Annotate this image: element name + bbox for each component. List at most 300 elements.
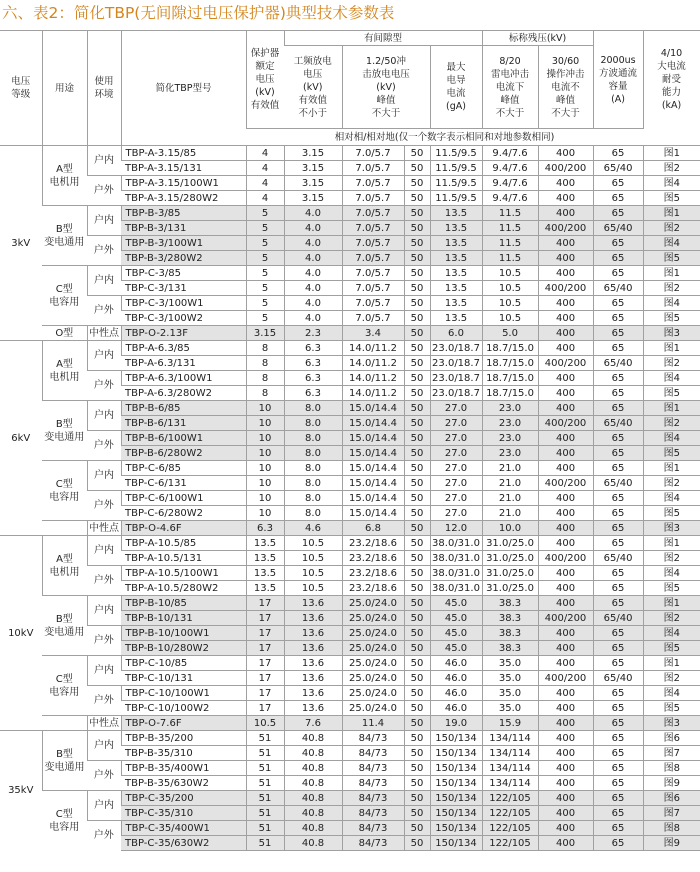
lightning-cell: 27.0: [430, 416, 482, 431]
impulse-cell: 25.0/24.0: [342, 596, 404, 611]
table-row: [0, 716, 700, 731]
rated-voltage-cell: 17: [246, 596, 284, 611]
usage-cell: C型 电容用: [42, 656, 87, 716]
switching-cell: 18.7/15.0: [482, 356, 538, 371]
square-wave-cell: 400: [538, 206, 593, 221]
max-current-cell: 50: [404, 311, 430, 326]
impulse-cell: 84/73: [342, 821, 404, 836]
impulse-cell: 7.0/5.7: [342, 266, 404, 281]
impulse-cell: 25.0/24.0: [342, 671, 404, 686]
max-current-cell: 50: [404, 446, 430, 461]
high-current-cell: 65: [593, 746, 643, 761]
impulse-cell: 7.0/5.7: [342, 281, 404, 296]
environment-cell: 户内: [87, 536, 121, 566]
figure-cell: 图2: [643, 161, 700, 176]
switching-cell: 9.4/7.6: [482, 191, 538, 206]
max-current-cell: 50: [404, 506, 430, 521]
max-current-cell: 50: [404, 476, 430, 491]
impulse-cell: 7.0/5.7: [342, 191, 404, 206]
figure-cell: 图7: [643, 746, 700, 761]
power-freq-cell: 6.3: [284, 341, 342, 356]
power-freq-cell: 40.8: [284, 746, 342, 761]
model-cell: TBP-A-10.5/131: [121, 551, 246, 566]
environment-cell: 户外: [87, 821, 121, 851]
lightning-cell: 11.5/9.5: [430, 161, 482, 176]
switching-cell: 10.5: [482, 311, 538, 326]
power-freq-cell: 3.15: [284, 176, 342, 191]
power-freq-cell: 10.5: [284, 566, 342, 581]
impulse-cell: 84/73: [342, 761, 404, 776]
lightning-cell: 46.0: [430, 656, 482, 671]
high-current-cell: 65: [593, 431, 643, 446]
max-current-cell: 50: [404, 551, 430, 566]
lightning-cell: 27.0: [430, 506, 482, 521]
high-current-cell: 65: [593, 536, 643, 551]
environment-cell: 户内: [87, 401, 121, 431]
switching-cell: 11.5: [482, 221, 538, 236]
lightning-cell: 27.0: [430, 461, 482, 476]
square-wave-cell: 400: [538, 686, 593, 701]
rated-voltage-cell: 5: [246, 251, 284, 266]
table-row: [0, 596, 700, 611]
rated-voltage-cell: 51: [246, 836, 284, 851]
lightning-cell: 23.0/18.7: [430, 356, 482, 371]
impulse-cell: 7.0/5.7: [342, 206, 404, 221]
switching-cell: 9.4/7.6: [482, 176, 538, 191]
power-freq-cell: 3.15: [284, 191, 342, 206]
max-current-cell: 50: [404, 281, 430, 296]
max-current-cell: 50: [404, 431, 430, 446]
model-cell: TBP-B-3/85: [121, 206, 246, 221]
rated-voltage-cell: 5: [246, 311, 284, 326]
rated-voltage-cell: 5: [246, 296, 284, 311]
power-freq-cell: 40.8: [284, 836, 342, 851]
lightning-cell: 38.0/31.0: [430, 581, 482, 596]
figure-cell: 图5: [643, 506, 700, 521]
figure-cell: 图1: [643, 461, 700, 476]
high-current-cell: 65: [593, 341, 643, 356]
max-current-cell: 50: [404, 326, 430, 341]
max-current-cell: 50: [404, 266, 430, 281]
lightning-cell: 13.5: [430, 236, 482, 251]
square-wave-cell: 400: [538, 626, 593, 641]
power-freq-cell: 4.0: [284, 311, 342, 326]
lightning-cell: 27.0: [430, 491, 482, 506]
rated-voltage-cell: 10: [246, 431, 284, 446]
figure-cell: 图5: [643, 311, 700, 326]
impulse-cell: 7.0/5.7: [342, 146, 404, 161]
square-wave-cell: 400/200: [538, 671, 593, 686]
max-current-cell: 50: [404, 686, 430, 701]
high-current-cell: 65: [593, 296, 643, 311]
environment-cell: 户外: [87, 431, 121, 461]
table-row: [0, 401, 700, 416]
switching-cell: 21.0: [482, 491, 538, 506]
square-wave-cell: 400: [538, 836, 593, 851]
figure-cell: 图2: [643, 416, 700, 431]
usage-cell: B型 变电通用: [42, 401, 87, 461]
square-wave-cell: 400: [538, 371, 593, 386]
figure-cell: 图1: [643, 266, 700, 281]
power-freq-cell: 4.0: [284, 251, 342, 266]
rated-voltage-cell: 4: [246, 146, 284, 161]
model-cell: TBP-C-35/310: [121, 806, 246, 821]
model-cell: TBP-A-3.15/280W2: [121, 191, 246, 206]
impulse-cell: 14.0/11.2: [342, 341, 404, 356]
power-freq-cell: 10.5: [284, 551, 342, 566]
figure-cell: 图2: [643, 671, 700, 686]
rated-voltage-cell: 8: [246, 341, 284, 356]
model-cell: TBP-A-10.5/100W1: [121, 566, 246, 581]
table-row: [0, 176, 700, 191]
high-current-cell: 65: [593, 506, 643, 521]
max-current-cell: 50: [404, 626, 430, 641]
rated-voltage-cell: 8: [246, 386, 284, 401]
power-freq-cell: 40.8: [284, 761, 342, 776]
switching-cell: 21.0: [482, 506, 538, 521]
model-cell: TBP-C-6/85: [121, 461, 246, 476]
rated-voltage-cell: 8: [246, 356, 284, 371]
lightning-cell: 46.0: [430, 671, 482, 686]
model-cell: TBP-A-6.3/280W2: [121, 386, 246, 401]
switching-cell: 21.0: [482, 461, 538, 476]
switching-cell: 35.0: [482, 656, 538, 671]
lightning-cell: 45.0: [430, 626, 482, 641]
max-current-cell: 50: [404, 341, 430, 356]
high-current-cell: 65: [593, 836, 643, 851]
header-square-wave: 2000us 方波通流 容量 (A): [593, 31, 643, 129]
impulse-cell: 15.0/14.4: [342, 506, 404, 521]
figure-cell: 图8: [643, 821, 700, 836]
model-cell: TBP-B-10/131: [121, 611, 246, 626]
max-current-cell: 50: [404, 836, 430, 851]
model-cell: TBP-C-6/280W2: [121, 506, 246, 521]
impulse-cell: 14.0/11.2: [342, 386, 404, 401]
model-cell: TBP-A-6.3/85: [121, 341, 246, 356]
max-current-cell: 50: [404, 416, 430, 431]
environment-cell: 中性点: [89, 522, 119, 534]
figure-cell: 图1: [643, 341, 700, 356]
square-wave-cell: 400: [538, 176, 593, 191]
high-current-cell: 65: [593, 701, 643, 716]
table-row: [0, 236, 700, 251]
rated-voltage-cell: 4: [246, 191, 284, 206]
table-row: [0, 341, 700, 356]
square-wave-cell: 400: [538, 731, 593, 746]
power-freq-cell: 6.3: [284, 356, 342, 371]
environment-cell: 户内: [87, 206, 121, 236]
power-freq-cell: 13.6: [284, 611, 342, 626]
model-cell: TBP-C-3/100W1: [121, 296, 246, 311]
impulse-cell: 23.2/18.6: [342, 566, 404, 581]
table-row: [0, 146, 700, 161]
model-cell: TBP-A-10.5/85: [121, 536, 246, 551]
lightning-cell: 11.5/9.5: [430, 191, 482, 206]
high-current-cell: 65: [593, 266, 643, 281]
power-freq-cell: 3.15: [284, 161, 342, 176]
max-current-cell: 50: [404, 236, 430, 251]
rated-voltage-cell: 17: [246, 656, 284, 671]
max-current-cell: 50: [404, 221, 430, 236]
square-wave-cell: 400: [538, 761, 593, 776]
switching-cell: 18.7/15.0: [482, 386, 538, 401]
high-current-cell: 65: [593, 686, 643, 701]
model-cell: TBP-B-3/280W2: [121, 251, 246, 266]
rated-voltage-cell: 5: [246, 266, 284, 281]
environment-cell: 中性点: [89, 327, 119, 339]
power-freq-cell: 13.6: [284, 641, 342, 656]
high-current-cell: 65/40: [593, 356, 643, 371]
high-current-cell: 65: [593, 596, 643, 611]
voltage-level-cell: 10kV: [0, 536, 42, 731]
figure-cell: 图5: [643, 641, 700, 656]
model-cell: TBP-C-10/85: [121, 656, 246, 671]
square-wave-cell: 400: [538, 146, 593, 161]
high-current-cell: 65: [593, 176, 643, 191]
lightning-cell: 23.0/18.7: [430, 341, 482, 356]
table-row: [0, 731, 700, 746]
switching-cell: 9.4/7.6: [482, 161, 538, 176]
rated-voltage-cell: 10.5: [246, 716, 284, 731]
figure-cell: 图5: [643, 386, 700, 401]
square-wave-cell: 400: [538, 521, 593, 536]
square-wave-cell: 400: [538, 506, 593, 521]
impulse-cell: 23.2/18.6: [342, 536, 404, 551]
impulse-cell: 15.0/14.4: [342, 461, 404, 476]
rated-voltage-cell: 17: [246, 701, 284, 716]
lightning-cell: 13.5: [430, 281, 482, 296]
table-row: [0, 521, 700, 536]
rated-voltage-cell: 10: [246, 491, 284, 506]
rated-voltage-cell: 4: [246, 176, 284, 191]
max-current-cell: 50: [404, 761, 430, 776]
voltage-level-cell: 3kV: [0, 146, 42, 341]
switching-cell: 15.9: [482, 716, 538, 731]
figure-cell: 图3: [643, 521, 700, 536]
usage-cell: B型 变电通用: [42, 596, 87, 656]
switching-cell: 10.0: [482, 521, 538, 536]
environment-cell: 户内: [87, 266, 121, 296]
square-wave-cell: 400: [538, 776, 593, 791]
figure-cell: 图2: [643, 221, 700, 236]
switching-cell: 38.3: [482, 626, 538, 641]
max-current-cell: 50: [404, 296, 430, 311]
switching-cell: 10.5: [482, 281, 538, 296]
table-row: [0, 296, 700, 311]
lightning-cell: 45.0: [430, 596, 482, 611]
power-freq-cell: 2.3: [284, 326, 342, 341]
square-wave-cell: 400: [538, 296, 593, 311]
lightning-cell: 38.0/31.0: [430, 551, 482, 566]
power-freq-cell: 10.5: [284, 581, 342, 596]
switching-cell: 35.0: [482, 671, 538, 686]
figure-cell: 图5: [643, 446, 700, 461]
square-wave-cell: 400: [538, 566, 593, 581]
power-freq-cell: 13.6: [284, 686, 342, 701]
square-wave-cell: 400: [538, 311, 593, 326]
switching-cell: 10.5: [482, 296, 538, 311]
model-cell: TBP-B-6/100W1: [121, 431, 246, 446]
lightning-cell: 150/134: [430, 776, 482, 791]
max-current-cell: 50: [404, 596, 430, 611]
high-current-cell: 65: [593, 146, 643, 161]
table-row: [0, 536, 700, 551]
rated-voltage-cell: 51: [246, 776, 284, 791]
figure-cell: 图2: [643, 476, 700, 491]
square-wave-cell: 400: [538, 581, 593, 596]
table-row: [0, 461, 700, 476]
high-current-cell: 65/40: [593, 671, 643, 686]
high-current-cell: 65: [593, 656, 643, 671]
header-switching: 30/60 操作冲击 电流不 峰值 不大于: [538, 46, 593, 129]
power-freq-cell: 40.8: [284, 806, 342, 821]
switching-cell: 9.4/7.6: [482, 146, 538, 161]
max-current-cell: 50: [404, 716, 430, 731]
usage-cell: [42, 521, 87, 536]
rated-voltage-cell: 13.5: [246, 536, 284, 551]
square-wave-cell: 400: [538, 701, 593, 716]
model-cell: TBP-A-3.15/85: [121, 146, 246, 161]
figure-cell: 图5: [643, 251, 700, 266]
switching-cell: 38.3: [482, 596, 538, 611]
switching-cell: 134/114: [482, 776, 538, 791]
switching-cell: 18.7/15.0: [482, 371, 538, 386]
max-current-cell: 50: [404, 161, 430, 176]
power-freq-cell: 4.0: [284, 296, 342, 311]
lightning-cell: 27.0: [430, 431, 482, 446]
high-current-cell: 65: [593, 761, 643, 776]
high-current-cell: 65: [593, 566, 643, 581]
impulse-cell: 7.0/5.7: [342, 176, 404, 191]
high-current-cell: 65/40: [593, 611, 643, 626]
model-cell: TBP-C-3/131: [121, 281, 246, 296]
impulse-cell: 84/73: [342, 776, 404, 791]
lightning-cell: 27.0: [430, 446, 482, 461]
impulse-cell: 15.0/14.4: [342, 401, 404, 416]
max-current-cell: 50: [404, 536, 430, 551]
power-freq-cell: 8.0: [284, 461, 342, 476]
lightning-cell: 13.5: [430, 221, 482, 236]
max-current-cell: 50: [404, 491, 430, 506]
table-row: [0, 566, 700, 581]
square-wave-cell: 400: [538, 266, 593, 281]
square-wave-cell: 400: [538, 656, 593, 671]
model-cell: TBP-O-7.6F: [121, 716, 246, 731]
lightning-cell: 23.0/18.7: [430, 386, 482, 401]
max-current-cell: 50: [404, 176, 430, 191]
impulse-cell: 14.0/11.2: [342, 371, 404, 386]
high-current-cell: 65/40: [593, 476, 643, 491]
switching-cell: 134/114: [482, 761, 538, 776]
switching-cell: 23.0: [482, 431, 538, 446]
max-current-cell: 50: [404, 641, 430, 656]
environment-cell: 户内: [87, 656, 121, 686]
lightning-cell: 23.0/18.7: [430, 371, 482, 386]
figure-cell: 图8: [643, 761, 700, 776]
impulse-cell: 84/73: [342, 806, 404, 821]
table-row: [0, 821, 700, 836]
lightning-cell: 13.5: [430, 206, 482, 221]
impulse-cell: 84/73: [342, 746, 404, 761]
switching-cell: 134/114: [482, 746, 538, 761]
impulse-cell: 7.0/5.7: [342, 236, 404, 251]
square-wave-cell: 400/200: [538, 416, 593, 431]
header-max-current: 最大 电导 电流 (gA): [430, 46, 482, 129]
impulse-cell: 84/73: [342, 836, 404, 851]
model-cell: TBP-C-6/100W1: [121, 491, 246, 506]
power-freq-cell: 8.0: [284, 506, 342, 521]
rated-voltage-cell: 10: [246, 461, 284, 476]
figure-cell: 图4: [643, 626, 700, 641]
high-current-cell: 65: [593, 716, 643, 731]
impulse-cell: 25.0/24.0: [342, 656, 404, 671]
figure-cell: 图4: [643, 431, 700, 446]
figure-cell: 图6: [643, 731, 700, 746]
impulse-cell: 7.0/5.7: [342, 296, 404, 311]
square-wave-cell: 400: [538, 386, 593, 401]
lightning-cell: 12.0: [430, 521, 482, 536]
impulse-cell: 25.0/24.0: [342, 686, 404, 701]
model-cell: TBP-A-3.15/131: [121, 161, 246, 176]
power-freq-cell: 40.8: [284, 791, 342, 806]
lightning-cell: 150/134: [430, 821, 482, 836]
environment-cell: 户内: [87, 731, 121, 761]
lightning-cell: 19.0: [430, 716, 482, 731]
impulse-cell: 15.0/14.4: [342, 446, 404, 461]
power-freq-cell: 4.0: [284, 266, 342, 281]
switching-cell: 122/105: [482, 791, 538, 806]
header-usage: 用途: [42, 31, 87, 146]
figure-cell: 图4: [643, 686, 700, 701]
rated-voltage-cell: 10: [246, 401, 284, 416]
max-current-cell: 50: [404, 581, 430, 596]
table-row: [0, 266, 700, 281]
switching-cell: 38.3: [482, 611, 538, 626]
switching-cell: 31.0/25.0: [482, 536, 538, 551]
model-cell: TBP-A-6.3/131: [121, 356, 246, 371]
figure-cell: 图2: [643, 611, 700, 626]
figure-cell: 图1: [643, 656, 700, 671]
switching-cell: 134/114: [482, 731, 538, 746]
square-wave-cell: 400: [538, 236, 593, 251]
model-cell: TBP-O-4.6F: [121, 521, 246, 536]
model-cell: TBP-A-10.5/280W2: [121, 581, 246, 596]
square-wave-cell: 400: [538, 641, 593, 656]
usage-cell: A型 电机用: [42, 536, 87, 596]
switching-cell: 11.5: [482, 251, 538, 266]
impulse-cell: 84/73: [342, 791, 404, 806]
lightning-cell: 6.0: [430, 326, 482, 341]
header-row-1: [0, 31, 700, 46]
rated-voltage-cell: 10: [246, 446, 284, 461]
header-voltage-level: 电压 等级: [0, 31, 42, 146]
table-row: [0, 656, 700, 671]
lightning-cell: 38.0/31.0: [430, 536, 482, 551]
power-freq-cell: 40.8: [284, 731, 342, 746]
impulse-cell: 11.4: [342, 716, 404, 731]
impulse-cell: 3.4: [342, 326, 404, 341]
figure-cell: 图6: [643, 791, 700, 806]
high-current-cell: 65: [593, 776, 643, 791]
rated-voltage-cell: 10: [246, 476, 284, 491]
rated-voltage-cell: 17: [246, 626, 284, 641]
switching-cell: 18.7/15.0: [482, 341, 538, 356]
max-current-cell: 50: [404, 371, 430, 386]
lightning-cell: 13.5: [430, 296, 482, 311]
table-row: [0, 206, 700, 221]
high-current-cell: 65: [593, 626, 643, 641]
rated-voltage-cell: 17: [246, 611, 284, 626]
